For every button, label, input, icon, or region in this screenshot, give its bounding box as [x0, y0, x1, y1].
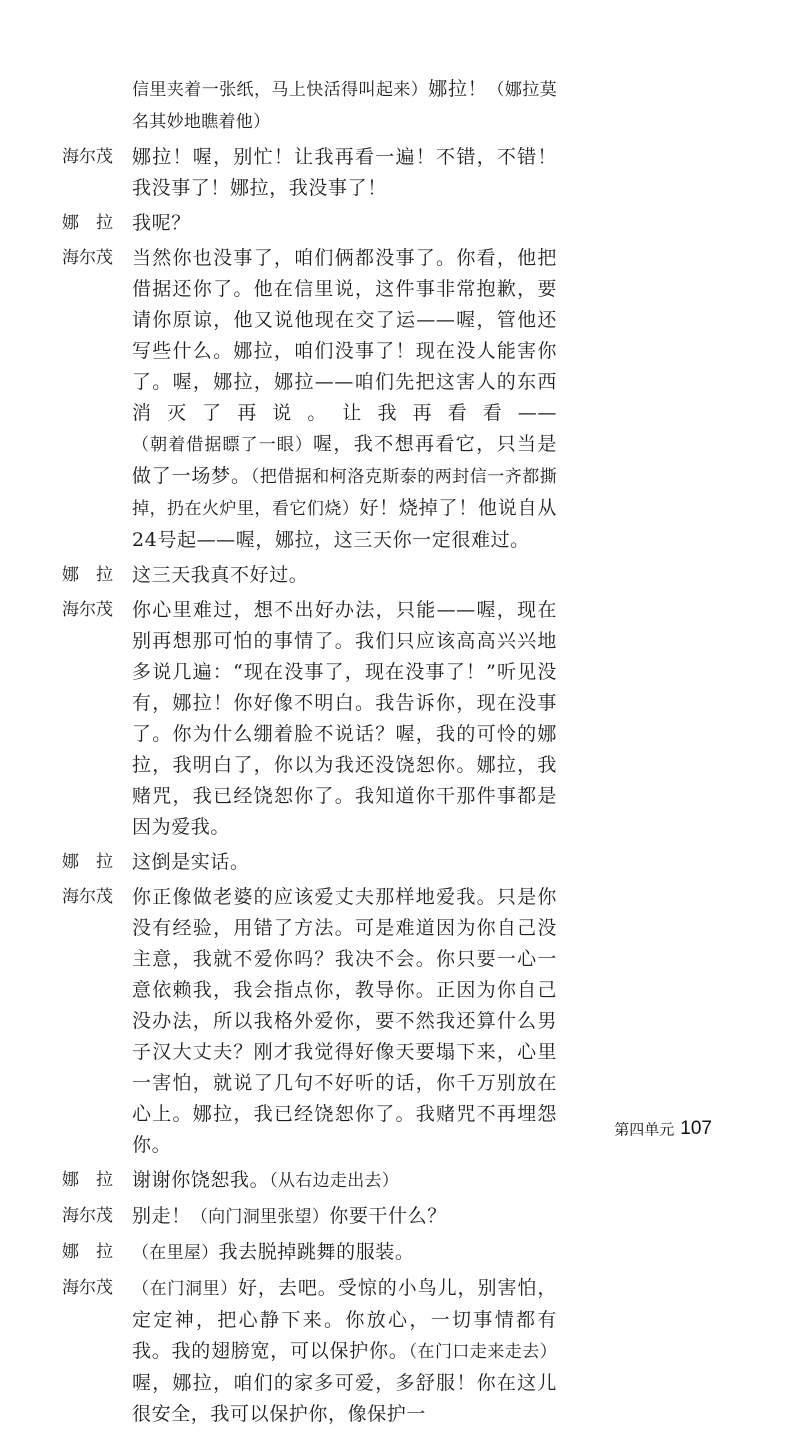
speech-text: [132, 74, 557, 138]
spoken-line: 娜拉！: [428, 78, 488, 100]
dialogue-line: [62, 1273, 762, 1430]
page-footer: [614, 1118, 712, 1140]
stage-direction: 信里夹着一张纸，马上快活得叫起来）: [132, 80, 429, 100]
spoken-line: 娜拉！喔，别忙！让我再看一遍！不错，不错！我没事了！娜拉，我没事了！: [132, 146, 557, 199]
spoken-line: 这三天我真不好过。: [132, 564, 309, 586]
spoken-line: 我去脱掉跳舞的服装。: [218, 1241, 415, 1263]
dialogue-line: [62, 74, 762, 138]
speaker-name: 海尔茂: [62, 1278, 113, 1298]
dialogue-line: [62, 1165, 762, 1197]
speech-text: [132, 208, 557, 239]
stage-direction: （在门洞里）: [132, 1279, 238, 1299]
speech-text: [132, 560, 557, 591]
dialogue-line: [62, 595, 762, 843]
speech-text: [132, 1273, 557, 1430]
speaker-name: 娜 拉: [62, 1242, 113, 1262]
speech-text: [132, 1165, 557, 1197]
unit-label: 第四单元: [614, 1120, 675, 1139]
stage-direction: （向门洞里张望）: [190, 1207, 330, 1227]
dialogue-line: [62, 142, 762, 204]
spoken-line: 谢谢你饶恕我。: [132, 1169, 270, 1191]
speech-text: [132, 595, 557, 843]
play-dialogue: [62, 74, 762, 1434]
dialogue-line: [62, 1237, 762, 1269]
speech-text: [132, 1201, 557, 1233]
speaker-name: 海尔茂: [62, 1206, 113, 1226]
speech-text: [132, 142, 557, 204]
speaker-name: 娜 拉: [62, 213, 113, 233]
spoken-line: 你要干什么？: [329, 1205, 447, 1227]
spoken-line: 你正像做老婆的应该爱丈夫那样地爱我。只是你没有经验，用错了方法。可是难道因为你自己没主意，我就不爱你吗？我决不会。你只要一心一意依赖我，我会指点你，教导你。正因为你自己没办法，所以我格外爱你，要不然我还算什么男子汉大丈夫？刚才我觉得好像天要塌下来，心里一害怕，就说了几句不好听的话，你千万别放在心上。娜拉，我已经饶恕你了。我赌咒不再埋怨你。: [132, 886, 557, 1156]
speaker-name: 海尔茂: [62, 147, 113, 167]
spoken-line: 这倒是实话。: [132, 851, 250, 873]
stage-direction: （把借据和柯洛克斯泰的两封信一齐都撕掉，扔在火炉里，看它们烧）: [132, 467, 557, 519]
dialogue-line: [62, 208, 762, 239]
speaker-name: 娜 拉: [62, 852, 113, 872]
spoken-line: 好，去吧。受惊的小鸟儿，别害怕，定定神，把心静下来。你放心，一切事情都有我。我的翅膀宽，可以保护你。: [132, 1277, 557, 1362]
spoken-line: 你心里难过，想不出好办法，只能——喔，现在别再想那可怕的事情了。我们只应该高高兴兴地多说几遍：“现在没事了，现在没事了！”听见没有，娜拉！你好像不明白。我告诉你，现在没事了。你为什么绷着脸不说话？喔，我的可怜的娜拉，我明白了，你以为我还没饶恕你。娜拉，我赌咒，我已经饶恕你了。我知道你干那件事都是因为爱我。: [132, 599, 557, 838]
spoken-line: 好！烧掉了！他说自从24号起——喔，娜拉，这三天你一定很难过。: [132, 497, 557, 551]
speaker-name: 娜 拉: [62, 565, 113, 585]
stage-direction: （在里屋）: [132, 1243, 219, 1263]
speech-text: [132, 1237, 557, 1269]
stage-direction: （朝着借据瞟了一眼）: [132, 435, 313, 455]
dialogue-line: [62, 560, 762, 591]
speech-text: [132, 882, 557, 1161]
spoken-line: 当然你也没事了，咱们俩都没事了。你看，他把借据还你了。他在信里说，这件事非常抱歉，要请你原谅，他又说他现在交了运——喔，管他还写些什么。娜拉，咱们没事了！现在没人能害你了。喔，娜拉，娜拉——咱们先把这害人的东西消灭了再说。让我再看看——: [132, 247, 557, 424]
stage-direction: （娜拉莫名其妙地瞧着他）: [132, 80, 557, 132]
speaker-name: 娜 拉: [62, 1170, 113, 1190]
spoken-line: 别走！: [132, 1205, 191, 1227]
spoken-line: 喔，娜拉，咱们的家多可爱，多舒服！你在这儿很安全，我可以保护你，像保护一: [132, 1372, 557, 1425]
dialogue-line: [62, 1201, 762, 1233]
dialogue-line: [62, 243, 762, 556]
speaker-name: 海尔茂: [62, 600, 113, 620]
speaker-name: 海尔茂: [62, 887, 113, 907]
stage-direction: （从右边走出去）: [269, 1171, 400, 1191]
stage-direction: （在门口走来走去）: [408, 1342, 557, 1362]
page-number: 107: [680, 1118, 712, 1139]
spoken-line: 喔，我不想再看它，只当是做了一场梦。: [132, 433, 557, 487]
dialogue-line: [62, 847, 762, 878]
speaker-name: 海尔茂: [62, 248, 113, 268]
speech-text: [132, 243, 557, 556]
spoken-line: 我呢？: [132, 212, 191, 234]
speech-text: [132, 847, 557, 878]
